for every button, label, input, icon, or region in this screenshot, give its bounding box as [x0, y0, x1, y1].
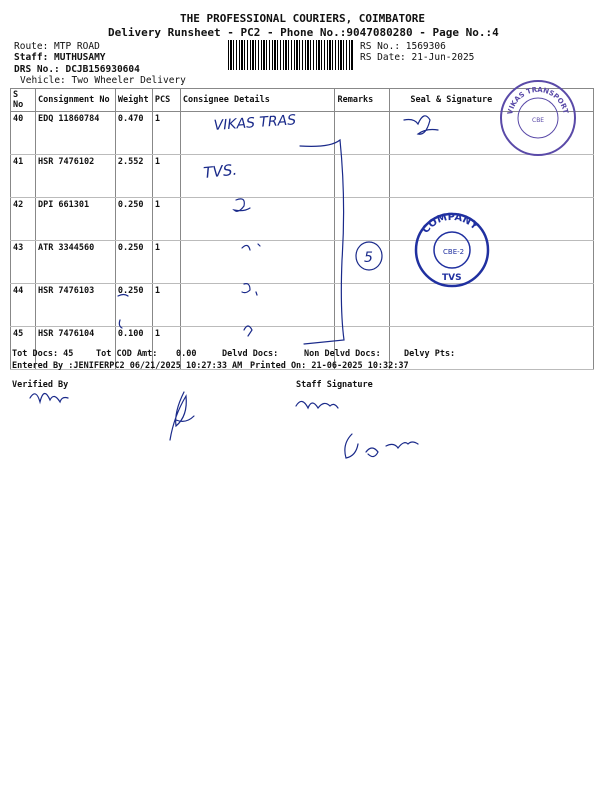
remarks-bracket-mark: [300, 140, 344, 344]
delvy-pts: Delvy Pts:: [404, 349, 456, 359]
cell-pcs: 1: [152, 284, 180, 327]
svg-text:VIKAS TRANSPORT: [506, 86, 569, 115]
cell-consignment: ATR 3344560: [35, 241, 115, 284]
cell-pcs: 1: [152, 112, 180, 155]
cell-sno: 43: [11, 241, 36, 284]
staff-signature-label: Staff Signature: [296, 380, 373, 390]
tot-cod-value: 0.00: [176, 349, 197, 359]
col-header-remarks: Remarks: [335, 89, 390, 112]
scribble-row44-left: [118, 295, 128, 329]
vikas-stamp-center: CBE: [532, 117, 545, 124]
cell-consignment: HSR 7476103: [35, 284, 115, 327]
cell-sno: 42: [11, 198, 36, 241]
col-header-consignment: Consignment No: [35, 89, 115, 112]
rs-date: RS Date: 21-Jun-2025: [360, 52, 475, 63]
cell-consignment: HSR 7476104: [35, 327, 115, 370]
cell-consignment: EDQ 11860784: [35, 112, 115, 155]
cell-pcs: 1: [152, 155, 180, 198]
drs-number: DRS No.: DCJB156930604: [14, 64, 140, 75]
second-verified-signature: [170, 392, 194, 440]
handwritten-consignee-row41: TVS.: [202, 160, 238, 182]
vehicle-label: Vehicle: Two Wheeler Delivery: [20, 75, 186, 86]
cell-pcs: 1: [152, 327, 180, 370]
cell-pcs: 1: [152, 198, 180, 241]
cell-pcs: 1: [152, 241, 180, 284]
cell-sno: 45: [11, 327, 36, 370]
company-title: THE PROFESSIONAL COURIERS, COIMBATORE: [180, 12, 426, 25]
entered-by: Entered By :JENIFERPC2 06/21/2025 10:27:33 AM: [12, 361, 243, 371]
handwritten-consignee-row40: VIKAS TRAS: [213, 112, 297, 134]
col-header-weight: Weight: [115, 89, 152, 112]
tot-cod-label: Tot COD Amt:: [96, 349, 158, 359]
cell-consignment: HSR 7476102: [35, 155, 115, 198]
cell-weight: 0.250: [115, 198, 152, 241]
circled-five-digit: 5: [364, 250, 373, 266]
runsheet-subtitle: Delivery Runsheet - PC2 - Phone No.:9047080280 - Page No.:4: [108, 26, 499, 39]
scribble-row42: [234, 199, 250, 211]
tot-docs: Tot Docs: 45: [12, 349, 74, 359]
cell-consignment: DPI 661301: [35, 198, 115, 241]
company-stamp-ring-text: COMPANY: [420, 211, 481, 236]
company-stamp-center: CBE-2: [443, 248, 465, 256]
scribble-row44: [242, 284, 257, 295]
cell-sno: 41: [11, 155, 36, 198]
vikas-stamp-ring-text: VIKAS TRANSPORT: [506, 85, 570, 116]
delvd-docs: Delvd Docs:: [222, 349, 279, 359]
rs-number: RS No.: 1569306: [360, 41, 446, 52]
route-label: Route: MTP ROAD: [14, 41, 100, 52]
col-header-seal: Seal & Signature: [390, 89, 594, 112]
verified-by-label: Verified By: [12, 380, 69, 390]
cell-weight: 0.250: [115, 284, 152, 327]
col-header-sno: S No: [11, 89, 36, 112]
col-header-pcs: PCS: [152, 89, 180, 112]
printed-on: Printed On: 21-06-2025 10:32:37: [250, 361, 409, 371]
staff-signature-2: [345, 434, 418, 458]
vikas-transport-stamp: [498, 78, 578, 158]
cell-weight: 0.250: [115, 241, 152, 284]
scribble-row43: [242, 244, 260, 250]
verified-signature: [30, 393, 68, 402]
staff-signature-1: [296, 401, 338, 408]
cell-weight: 0.470: [115, 112, 152, 155]
staff-label: Staff: MUTHUSAMY: [14, 52, 106, 63]
company-stamp-bottom: TVS: [442, 273, 462, 283]
col-header-consignee: Consignee Details: [180, 89, 335, 112]
non-delvd-docs: Non Delvd Docs:: [304, 349, 381, 359]
cell-weight: 0.100: [115, 327, 152, 370]
cell-sno: 44: [11, 284, 36, 327]
cell-sno: 40: [11, 112, 36, 155]
seal-signature-row40: [404, 116, 438, 134]
scribble-row45: [244, 326, 252, 336]
company-stamp: [410, 210, 496, 290]
cell-weight: 2.552: [115, 155, 152, 198]
